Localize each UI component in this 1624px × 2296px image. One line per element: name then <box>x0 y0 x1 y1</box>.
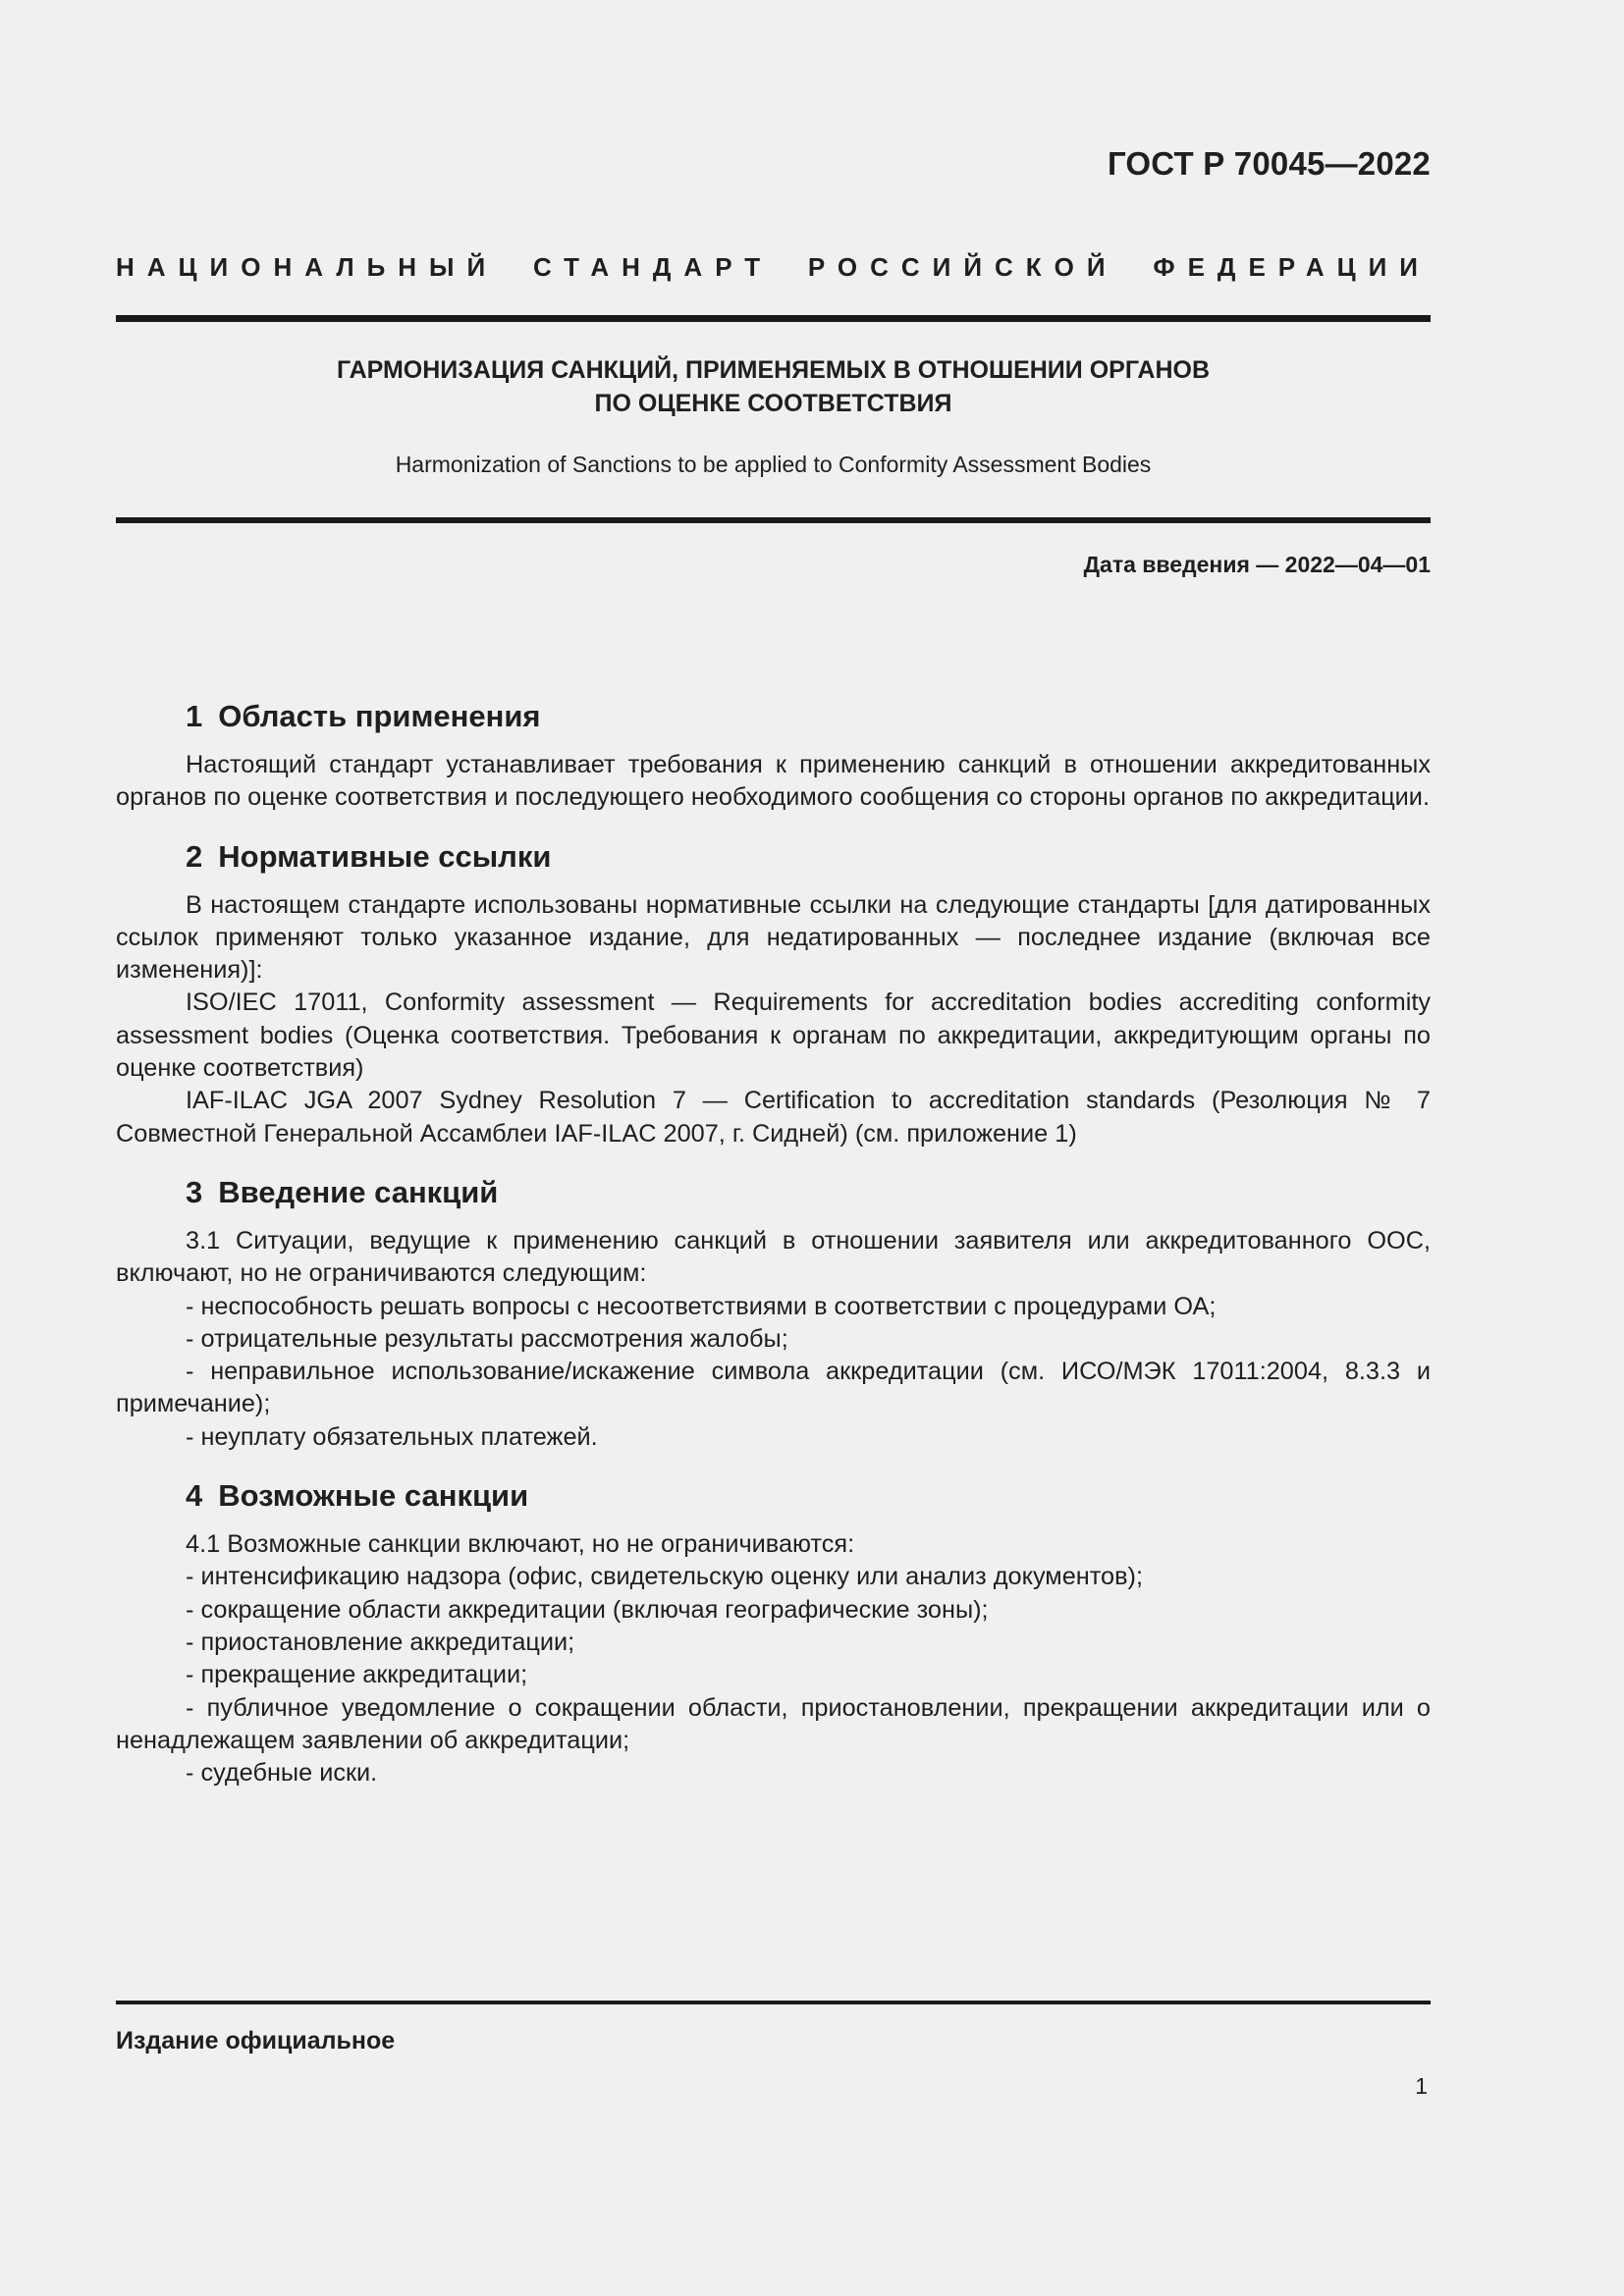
list-item: - неправильное использование/искажение символа аккредитации (см. ИСО/МЭК 17011:2004, 8.3.3 и примечание); <box>116 1358 1431 1418</box>
section-heading <box>116 837 1431 877</box>
title-line-2: ПО ОЦЕНКЕ СООТВЕТСТВИЯ <box>594 390 952 417</box>
paragraph: 4.1 Возможные санкции включают, но не ограничиваются: <box>186 1530 855 1559</box>
section-title: Введение санкций <box>218 1174 499 1209</box>
paragraph: Настоящий стандарт устанавливает требования к применению санкций в отношении аккредитованных органов по оценке соответствия и последующего необходимого сообщения со стороны органов по аккредитации. <box>116 751 1431 812</box>
section-number: 3 <box>186 1174 203 1209</box>
section-heading <box>116 1173 1431 1212</box>
document-body <box>116 697 1431 1812</box>
title-line-1: ГАРМОНИЗАЦИЯ САНКЦИЙ, ПРИМЕНЯЕМЫХ В ОТНОШЕНИИ ОРГАНОВ <box>336 356 1211 384</box>
paragraph: В настоящем стандарте использованы нормативные ссылки на следующие стандарты [для датированных ссылок применяют только указанное издание, для недатированных — последнее издание (включая все изменения)]: <box>116 890 1431 985</box>
standard-code: ГОСТ Р 70045—2022 <box>1107 145 1431 182</box>
section-heading <box>116 1476 1431 1516</box>
list-item: - интенсификацию надзора (офис, свидетельскую оценку или анализ документов); <box>186 1563 1144 1591</box>
section-sanctions-introduction <box>116 1173 1431 1454</box>
section-title: Область применения <box>218 699 541 733</box>
section-number: 1 <box>186 699 203 733</box>
section-heading <box>116 697 1431 736</box>
section-possible-sanctions <box>116 1476 1431 1789</box>
national-standard-label: НАЦИОНАЛЬНЫЙ СТАНДАРТ РОССИЙСКОЙ ФЕДЕРАЦИИ <box>116 252 1431 282</box>
introduction-date: Дата введения — 2022—04—01 <box>1083 552 1431 577</box>
list-item: - публичное уведомление о сокращении области, приостановлении, прекращении аккредитации или о ненадлежащем заявлении об аккредитации; <box>116 1693 1431 1754</box>
section-title: Возможные санкции <box>218 1478 529 1514</box>
top-divider <box>116 315 1431 322</box>
list-item: - судебные иски. <box>186 1759 378 1788</box>
list-item: - неспособность решать вопросы с несоответствиями в соответствии с процедурами ОА; <box>186 1292 1217 1320</box>
page-number: 1 <box>1415 2073 1428 2099</box>
list-item: - неуплату обязательных платежей. <box>186 1422 598 1451</box>
list-item: - сокращение области аккредитации (включая географические зоны); <box>186 1595 989 1624</box>
section-number: 2 <box>186 838 203 874</box>
document-title <box>116 353 1431 420</box>
section-normative-references <box>116 837 1431 1150</box>
list-item: - приостановление аккредитации; <box>186 1628 575 1656</box>
section-title: Нормативные ссылки <box>218 838 552 874</box>
reference-item: IAF-ILAC JGA 2007 Sydney Resolution 7 — Certification to accreditation standards (Резолюция № 7 Совместной Генеральной Ассамблеи IAF-ILAC 2007, г. Сидней) (см. приложение 1) <box>116 1087 1431 1148</box>
title-divider <box>116 517 1431 523</box>
list-item: - отрицательные результаты рассмотрения жалобы; <box>186 1324 788 1353</box>
reference-item: ISO/IEC 17011, Conformity assessment — Requirements for accreditation bodies accrediting conformity assessment bodies (Оценка соответствия. Требования к органам по аккредитации, аккредитующим органы по оценке соответствия) <box>116 988 1431 1083</box>
english-title: Harmonization of Sanctions to be applied to Conformity Assessment Bodies <box>395 452 1152 477</box>
footer-divider <box>116 2001 1431 2004</box>
section-number: 4 <box>186 1478 203 1514</box>
official-edition-label: Издание официальное <box>116 2027 396 2055</box>
section-scope <box>116 697 1431 815</box>
paragraph: 3.1 Ситуации, ведущие к применению санкций в отношении заявителя или аккредитованного ООС, включают, но не ограничиваются следующим: <box>116 1226 1431 1288</box>
list-item: - прекращение аккредитации; <box>186 1661 528 1689</box>
